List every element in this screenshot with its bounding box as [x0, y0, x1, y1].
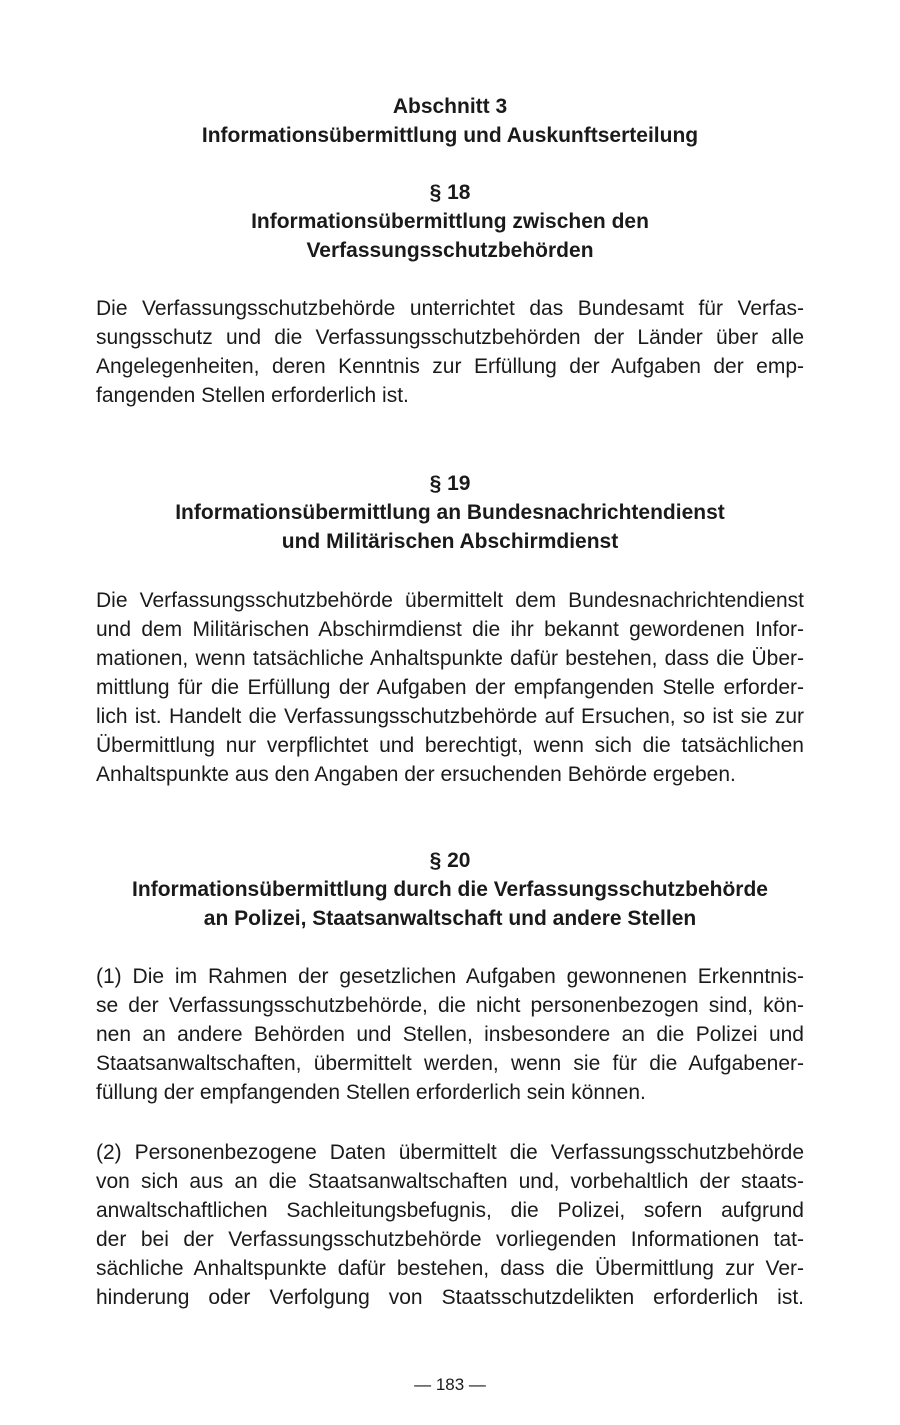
text-line: se der Verfassungsschutzbehörde, die nicht personenbezogen sind, kön-	[96, 994, 804, 1017]
paragraph-20-number: § 20	[429, 849, 471, 872]
text-line: sungsschutz und die Verfassungsschutzbehörden der Länder über alle	[96, 326, 804, 349]
paragraph-19-title-line: Informationsübermittlung an Bundesnachrichtendienst	[175, 501, 725, 524]
text-line: Anhaltspunkte aus den Angaben der ersuchenden Behörde ergeben.	[96, 763, 736, 786]
text-line: nen an andere Behörden und Stellen, insbesondere an die Polizei und	[96, 1023, 804, 1046]
paragraph-19-heading	[96, 469, 804, 556]
paragraph-19-number: § 19	[429, 472, 471, 495]
text-line: lich ist. Handelt die Verfassungsschutzbehörde auf Ersuchen, so ist sie zur	[96, 705, 804, 728]
text-line: füllung der empfangenden Stellen erforderlich sein können.	[96, 1081, 646, 1104]
paragraph-20-absatz-2	[96, 1138, 804, 1312]
paragraph-18-title-line: Informationsübermittlung zwischen den	[251, 210, 649, 233]
paragraph-20-heading	[96, 846, 804, 933]
text-line: und dem Militärischen Abschirmdienst die ihr bekannt gewordenen Infor-	[96, 618, 804, 641]
text-line: der bei der Verfassungsschutzbehörde vorliegenden Informationen tat-	[96, 1228, 804, 1251]
text-line: Übermittlung nur verpflichtet und berechtigt, wenn sich die tatsächlichen	[96, 734, 804, 757]
text-line: hinderung oder Verfolgung von Staatsschutzdelikten erforderlich ist.	[96, 1286, 804, 1309]
paragraph-19-body	[96, 586, 804, 789]
text-line: Die Verfassungsschutzbehörde übermittelt dem Bundesnachrichtendienst	[96, 589, 804, 612]
document-page	[96, 0, 804, 1425]
text-line: anwaltschaftlichen Sachleitungsbefugnis, die Polizei, sofern aufgrund	[96, 1199, 804, 1222]
section-label: Abschnitt 3	[392, 95, 508, 118]
text-line: mationen, wenn tatsächliche Anhaltspunkte dafür bestehen, dass die Über-	[96, 647, 804, 670]
text-line: von sich aus an die Staatsanwaltschaften und, vorbehaltlich der staats-	[96, 1170, 804, 1193]
page-number: — 183 —	[414, 1375, 486, 1394]
text-line: (1) Die im Rahmen der gesetzlichen Aufgaben gewonnenen Erkenntnis-	[96, 965, 804, 988]
paragraph-18-body	[96, 294, 804, 410]
paragraph-18-title-line: Verfassungsschutzbehörden	[306, 239, 594, 262]
text-line: mittlung für die Erfüllung der Aufgaben der empfangenden Stelle erforder-	[96, 676, 804, 699]
text-line: Staatsanwaltschaften, übermittelt werden, wenn sie für die Aufgabener-	[96, 1052, 804, 1075]
paragraph-18-number: § 18	[429, 181, 471, 204]
text-line: sächliche Anhaltspunkte dafür bestehen, dass die Übermittlung zur Ver-	[96, 1257, 804, 1280]
text-line: (2) Personenbezogene Daten übermittelt die Verfassungsschutzbehörde	[96, 1141, 804, 1164]
paragraph-20-title-line: Informationsübermittlung durch die Verfassungsschutzbehörde	[132, 878, 768, 901]
paragraph-20-absatz-1	[96, 962, 804, 1107]
paragraph-20-title-line: an Polizei, Staatsanwaltschaft und andere Stellen	[203, 907, 697, 930]
text-line: Angelegenheiten, deren Kenntnis zur Erfüllung der Aufgaben der emp-	[96, 355, 804, 378]
text-line: fangenden Stellen erforderlich ist.	[96, 384, 409, 407]
paragraph-18-heading	[96, 178, 804, 265]
paragraph-19-title-line: und Militärischen Abschirmdienst	[281, 530, 619, 553]
section-title: Informationsübermittlung und Auskunftserteilung	[201, 124, 699, 147]
text-line: Die Verfassungsschutzbehörde unterrichtet das Bundesamt für Verfas-	[96, 297, 804, 320]
section-heading	[96, 92, 804, 150]
